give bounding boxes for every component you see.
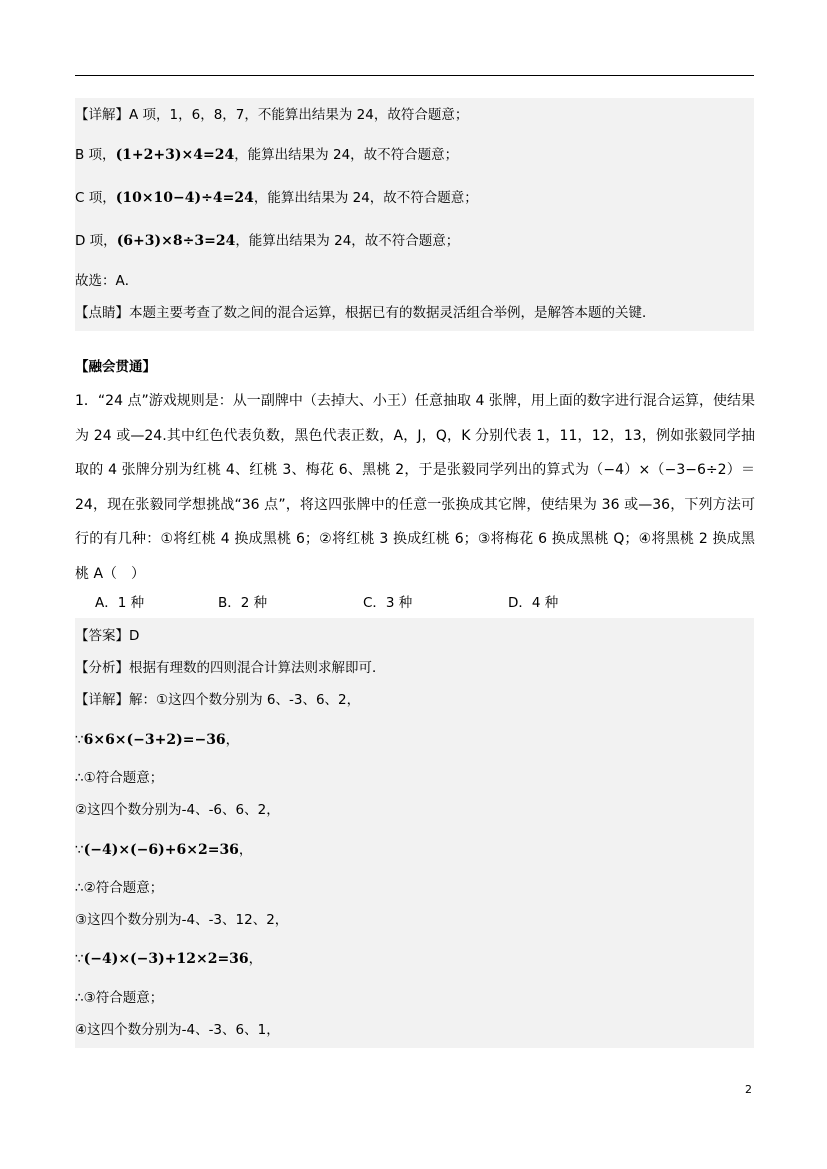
line-d-suffix: ，能算出结果为 24，故不符合题意； xyxy=(235,233,460,249)
conclusion-line-1: ∴①符合题意； xyxy=(75,770,164,786)
comma: ， xyxy=(225,732,240,748)
section-title: 【融会贯通】 xyxy=(75,359,156,375)
equation-b: (1+2+3)×4=24 xyxy=(115,147,235,163)
equation-1: 6×6×(−3+2)=−36 xyxy=(83,732,226,748)
solution-block-1 xyxy=(75,98,754,331)
equation-3: (−4)×(−3)+12×2=36 xyxy=(83,951,249,967)
option-b: B．2 种 xyxy=(218,595,268,611)
choice-line: 故选：A． xyxy=(75,273,139,289)
comma: ， xyxy=(238,842,253,858)
detail-line-b xyxy=(75,145,458,165)
detail-line-a: 【详解】A 项，1，6，8，7，不能算出结果为 24，故符合题意； xyxy=(75,107,469,123)
case-line-3: ③这四个数分别为-4、-3、12、2， xyxy=(75,912,289,928)
option-a: A．1 种 xyxy=(95,595,145,611)
case-line-2: ②这四个数分别为-4、-6、6、2， xyxy=(75,802,280,818)
conclusion-line-3: ∴③符合题意； xyxy=(75,990,164,1006)
math-line-2 xyxy=(75,840,252,860)
because-symbol: ∵ xyxy=(75,732,84,748)
equation-c: (10×10−4)÷4=24 xyxy=(115,190,254,206)
detail-line-c xyxy=(75,188,478,208)
math-line-3 xyxy=(75,949,262,969)
header-rule xyxy=(75,75,754,76)
question-text: 1．“24 点”游戏规则是：从一副牌中（去掉大、小王）任意抽取 4 张牌，用上面的数字进行混合运算，使结果为 24 或—24.其中红色代表负数，黑色代表正数，A，J，Q，K 分别代表 1，11，12，13，例如张毅同学抽取的 4 张牌分别为红桃 4、红桃 3、梅花 6、黑桃 2，于是张毅同学列出的算式为（−4）×（−3−6÷2）＝24，现在张毅同学想挑战“36 点”，将这四张牌中的任意一张换成其它牌，使结果为 36 或—36，下列方法可行的有几种：①将红桃 4 换成黑桃 6；②将红桃 3 换成红桃 6；③将梅花 6 换成黑桃 Q；④将黑桃 2 换成黑桃 A（ ） xyxy=(75,393,755,582)
line-b-prefix: B 项， xyxy=(75,147,116,163)
line-c-prefix: C 项， xyxy=(75,190,116,206)
option-c: C．3 种 xyxy=(363,595,413,611)
case-line-4: ④这四个数分别为-4、-3、6、1， xyxy=(75,1022,280,1038)
equation-2: (−4)×(−6)+6×2=36 xyxy=(83,842,239,858)
detail-intro-line: 【详解】解：①这四个数分别为 6、-3、6、2， xyxy=(75,692,361,708)
line-b-suffix: ，能算出结果为 24，故不符合题意； xyxy=(234,147,459,163)
conclusion-line-2: ∴②符合题意； xyxy=(75,880,164,896)
page-number: 2 xyxy=(745,1083,752,1096)
because-symbol: ∵ xyxy=(75,842,84,858)
because-symbol: ∵ xyxy=(75,951,84,967)
equation-d: (6+3)×8÷3=24 xyxy=(116,233,236,249)
answer-line: 【答案】D xyxy=(75,628,140,644)
detail-line-d xyxy=(75,231,459,251)
comma: ， xyxy=(248,951,263,967)
option-d: D．4 种 xyxy=(508,595,559,611)
key-point-line: 【点睛】本题主要考查了数之间的混合运算，根据已有的数据灵活组合举例，是解答本题的关键． xyxy=(75,305,656,321)
line-d-prefix: D 项， xyxy=(75,233,117,249)
line-c-suffix: ，能算出结果为 24，故不符合题意； xyxy=(253,190,478,206)
math-line-1 xyxy=(75,730,239,750)
solution-block-2 xyxy=(75,618,754,1048)
analysis-line: 【分析】根据有理数的四则混合计算法则求解即可． xyxy=(75,660,386,676)
